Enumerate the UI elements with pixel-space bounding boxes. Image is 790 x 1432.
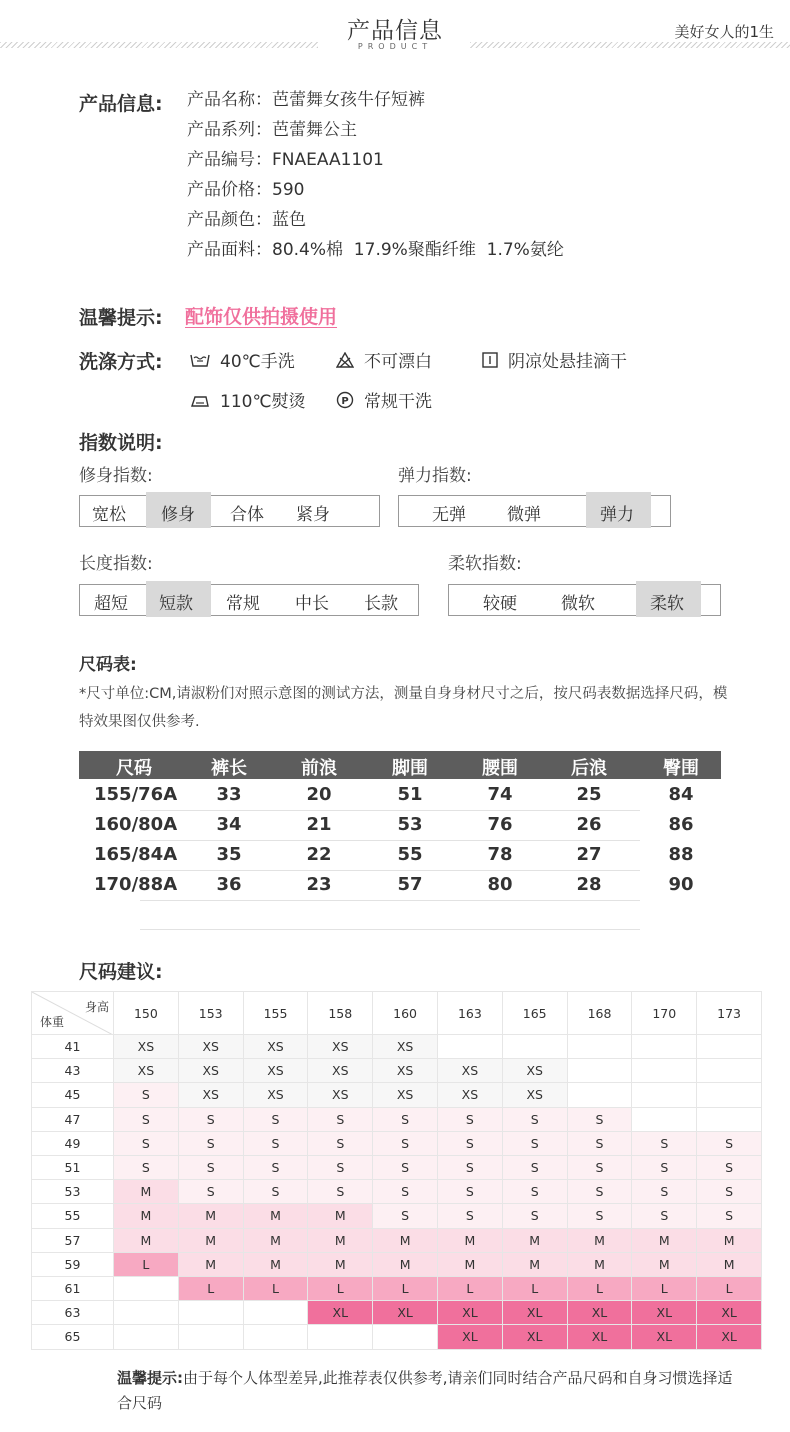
scale-option: 柔软 <box>650 594 684 614</box>
grid-size-cell: S <box>697 1180 762 1204</box>
grid-empty-cell <box>503 1035 568 1059</box>
grid-size-cell: L <box>373 1277 438 1301</box>
grid-size-cell: M <box>697 1229 762 1253</box>
grid-size-cell: L <box>114 1253 179 1277</box>
scale-option: 超短 <box>94 594 128 614</box>
grid-size-cell: XS <box>244 1083 309 1107</box>
size-table-cell: 28 <box>576 874 602 895</box>
grid-size-cell: XL <box>503 1301 568 1325</box>
softness-index-scale <box>448 584 721 616</box>
scale-option: 合体 <box>230 505 264 525</box>
size-table-header: 腰围 <box>482 758 518 779</box>
grid-size-cell: S <box>438 1132 503 1156</box>
grid-weight-header: 53 <box>31 1180 114 1204</box>
page-subtitle: PRODUCT <box>357 42 433 51</box>
grid-size-cell: XL <box>632 1301 697 1325</box>
grid-size-cell: XL <box>438 1301 503 1325</box>
page-title: 产品信息 <box>347 18 443 44</box>
grid-size-cell: XS <box>438 1059 503 1083</box>
grid-size-cell: S <box>373 1132 438 1156</box>
product-series: 产品系列：芭蕾舞公主 <box>187 120 357 140</box>
grid-empty-cell <box>568 1059 633 1083</box>
size-table-cell: 23 <box>306 874 332 895</box>
grid-weight-header: 63 <box>31 1301 114 1325</box>
grid-size-cell: S <box>632 1204 697 1228</box>
size-table-cell: 33 <box>216 784 242 805</box>
grid-empty-cell <box>114 1277 179 1301</box>
grid-size-cell: M <box>114 1204 179 1228</box>
grid-size-cell: S <box>568 1204 633 1228</box>
grid-size-cell: S <box>179 1132 244 1156</box>
scale-option: 常规 <box>226 594 260 614</box>
size-chart-heading: 尺码表: <box>79 655 137 675</box>
grid-size-cell: L <box>632 1277 697 1301</box>
grid-size-cell: S <box>114 1156 179 1180</box>
grid-size-cell: L <box>308 1277 373 1301</box>
grid-size-cell: XL <box>697 1325 762 1349</box>
grid-weight-header: 59 <box>31 1253 114 1277</box>
grid-empty-cell <box>373 1325 438 1349</box>
washing-heading: 洗涤方式: <box>79 351 163 373</box>
grid-empty-cell <box>308 1325 373 1349</box>
scale-option: 微软 <box>561 594 595 614</box>
grid-size-cell: M <box>632 1253 697 1277</box>
grid-size-cell: S <box>632 1180 697 1204</box>
grid-weight-header: 57 <box>31 1229 114 1253</box>
elastic-index-scale <box>398 495 671 527</box>
grid-size-cell: S <box>632 1156 697 1180</box>
product-info-list <box>187 88 564 268</box>
grid-size-cell: S <box>114 1083 179 1107</box>
grid-size-cell: M <box>179 1253 244 1277</box>
svg-text:P: P <box>341 395 349 407</box>
grid-size-cell: S <box>438 1204 503 1228</box>
fit-index-scale <box>79 495 380 527</box>
elastic-index-label: 弹力指数: <box>398 466 472 486</box>
grid-size-cell: S <box>179 1156 244 1180</box>
grid-size-cell: XS <box>244 1059 309 1083</box>
grid-size-cell: L <box>244 1277 309 1301</box>
grid-size-cell: XS <box>503 1059 568 1083</box>
scale-option: 无弹 <box>432 505 466 525</box>
grid-size-cell: S <box>503 1156 568 1180</box>
size-table-cell: 165/84A <box>94 844 178 865</box>
grid-size-cell: M <box>438 1253 503 1277</box>
scale-option: 紧身 <box>296 505 330 525</box>
grid-height-header: 168 <box>568 991 633 1035</box>
grid-size-cell: S <box>568 1156 633 1180</box>
grid-size-cell: XL <box>373 1301 438 1325</box>
grid-empty-cell <box>632 1083 697 1107</box>
scale-option: 短款 <box>159 594 193 614</box>
wash-item-dry-clean: P 常规干洗 <box>336 387 432 412</box>
grid-size-cell: XS <box>114 1035 179 1059</box>
grid-size-cell: M <box>568 1253 633 1277</box>
grid-size-cell: M <box>568 1229 633 1253</box>
grid-empty-cell <box>632 1108 697 1132</box>
footer-tip <box>117 1366 737 1416</box>
recommendation-heading: 尺码建议: <box>79 961 163 983</box>
size-table-bottom-divider <box>140 929 640 930</box>
grid-size-cell: S <box>179 1108 244 1132</box>
grid-size-cell: L <box>438 1277 503 1301</box>
grid-size-cell: M <box>308 1229 373 1253</box>
wash-item-shade-dry: 阴凉处悬挂滴干 <box>482 347 627 372</box>
size-table-row-divider <box>140 870 640 871</box>
size-table-header: 臀围 <box>663 758 699 779</box>
grid-size-cell: XS <box>179 1059 244 1083</box>
dry-clean-icon <box>336 391 354 409</box>
wash-item-no-bleach: 不可漂白 <box>336 347 432 372</box>
scale-option: 长款 <box>364 594 398 614</box>
grid-size-cell: XL <box>308 1301 373 1325</box>
grid-size-cell: M <box>244 1204 309 1228</box>
grid-weight-header: 43 <box>31 1059 114 1083</box>
tip-text: 配饰仅供拍摄使用 <box>185 306 338 328</box>
grid-size-cell: M <box>179 1204 244 1228</box>
hand-wash-icon <box>190 352 210 368</box>
no-bleach-icon <box>336 352 354 368</box>
grid-size-cell: S <box>373 1108 438 1132</box>
grid-size-cell: S <box>244 1108 309 1132</box>
iron-icon <box>190 392 210 408</box>
size-table-cell: 74 <box>487 784 513 805</box>
length-index-scale <box>79 584 419 616</box>
grid-empty-cell <box>114 1301 179 1325</box>
grid-size-cell: XS <box>114 1059 179 1083</box>
size-table-cell: 55 <box>397 844 423 865</box>
grid-size-cell: M <box>438 1229 503 1253</box>
product-price: 产品价格：590 <box>187 180 305 200</box>
grid-height-label: 身高 <box>84 1000 109 1014</box>
grid-empty-cell <box>179 1325 244 1349</box>
grid-size-cell: M <box>114 1229 179 1253</box>
product-code: 产品编号：FNAEAA1101 <box>187 150 384 170</box>
grid-size-cell: M <box>503 1229 568 1253</box>
size-table-cell: 76 <box>487 814 513 835</box>
grid-size-cell: S <box>373 1180 438 1204</box>
wash-item-hand-wash: 40℃手洗 <box>190 347 295 372</box>
grid-size-cell: XL <box>632 1325 697 1349</box>
size-table-cell: 90 <box>668 874 694 895</box>
size-table-cell: 53 <box>397 814 423 835</box>
size-table-row-divider <box>140 840 640 841</box>
grid-empty-cell <box>244 1325 309 1349</box>
product-info-heading: 产品信息: <box>79 93 163 115</box>
grid-size-cell: S <box>568 1108 633 1132</box>
grid-size-cell: S <box>114 1108 179 1132</box>
size-table-cell: 25 <box>576 784 602 805</box>
grid-empty-cell <box>697 1083 762 1107</box>
grid-size-cell: S <box>244 1156 309 1180</box>
grid-height-header: 170 <box>632 991 697 1035</box>
grid-size-cell: M <box>632 1229 697 1253</box>
grid-size-cell: S <box>632 1132 697 1156</box>
grid-size-cell: XL <box>438 1325 503 1349</box>
grid-size-cell: L <box>179 1277 244 1301</box>
indices-heading: 指数说明: <box>79 432 163 454</box>
grid-size-cell: XL <box>697 1301 762 1325</box>
grid-height-header: 173 <box>697 991 762 1035</box>
size-table-cell: 36 <box>216 874 242 895</box>
grid-size-cell: S <box>244 1180 309 1204</box>
grid-size-cell: S <box>697 1132 762 1156</box>
grid-size-cell: S <box>568 1180 633 1204</box>
grid-size-cell: S <box>503 1132 568 1156</box>
grid-weight-header: 41 <box>31 1035 114 1059</box>
grid-weight-header: 45 <box>31 1083 114 1107</box>
size-table-cell: 51 <box>397 784 423 805</box>
grid-weight-header: 47 <box>31 1108 114 1132</box>
grid-size-cell: S <box>373 1156 438 1180</box>
grid-weight-header: 51 <box>31 1156 114 1180</box>
grid-size-cell: S <box>503 1204 568 1228</box>
grid-size-cell: L <box>568 1277 633 1301</box>
size-table-header: 前浪 <box>301 758 337 779</box>
grid-size-cell: XS <box>244 1035 309 1059</box>
grid-size-cell: XS <box>503 1083 568 1107</box>
grid-size-cell: XL <box>503 1325 568 1349</box>
softness-index-label: 柔软指数: <box>448 554 522 574</box>
size-table-header: 尺码 <box>116 758 152 779</box>
grid-size-cell: S <box>438 1156 503 1180</box>
product-fabric: 产品面料：80.4%棉 17.9%聚酯纤维 1.7%氨纶 <box>187 240 564 260</box>
size-table-cell: 20 <box>306 784 332 805</box>
size-table-header: 脚围 <box>392 758 428 779</box>
grid-empty-cell <box>114 1325 179 1349</box>
scale-option: 弹力 <box>600 505 634 525</box>
grid-size-cell: S <box>308 1156 373 1180</box>
grid-size-cell: S <box>568 1132 633 1156</box>
grid-size-cell: S <box>179 1180 244 1204</box>
scale-option: 较硬 <box>483 594 517 614</box>
grid-size-cell: XS <box>308 1083 373 1107</box>
grid-weight-header: 55 <box>31 1204 114 1228</box>
grid-size-cell: XS <box>179 1035 244 1059</box>
size-table-row-divider <box>140 900 640 901</box>
size-table-header: 裤长 <box>211 758 247 779</box>
fit-index-label: 修身指数: <box>79 466 153 486</box>
grid-size-cell: M <box>114 1180 179 1204</box>
scale-option: 宽松 <box>92 505 126 525</box>
size-table-cell: 26 <box>576 814 602 835</box>
size-table-cell: 170/88A <box>94 874 178 895</box>
grid-size-cell: M <box>503 1253 568 1277</box>
wash-item-iron: 110℃熨烫 <box>190 387 306 412</box>
grid-size-cell: M <box>308 1204 373 1228</box>
brand-slogan: 美好女人的1生 <box>674 23 774 41</box>
grid-empty-cell <box>697 1035 762 1059</box>
grid-size-cell: M <box>308 1253 373 1277</box>
size-table-cell: 88 <box>668 844 694 865</box>
grid-size-cell: L <box>697 1277 762 1301</box>
grid-empty-cell <box>438 1035 503 1059</box>
shade-dry-icon <box>482 352 498 368</box>
grid-size-cell: S <box>114 1132 179 1156</box>
grid-empty-cell <box>632 1059 697 1083</box>
size-table-cell: 160/80A <box>94 814 178 835</box>
grid-weight-header: 49 <box>31 1132 114 1156</box>
size-chart-note: *尺寸单位:CM,请淑粉们对照示意图的测试方法，测量自身身材尺寸之后，按尺码表数据选择尺码，模特效果图仅供参考. <box>79 686 728 730</box>
grid-size-cell: S <box>308 1108 373 1132</box>
grid-size-cell: S <box>438 1108 503 1132</box>
size-table-cell: 27 <box>576 844 602 865</box>
size-table-cell: 86 <box>668 814 694 835</box>
grid-empty-cell <box>632 1035 697 1059</box>
tip-heading: 温馨提示: <box>79 307 163 329</box>
grid-size-cell: XS <box>308 1035 373 1059</box>
grid-size-cell: M <box>373 1253 438 1277</box>
grid-size-cell: XS <box>308 1059 373 1083</box>
grid-size-cell: XS <box>373 1083 438 1107</box>
grid-empty-cell <box>697 1059 762 1083</box>
grid-empty-cell <box>697 1108 762 1132</box>
grid-height-header: 158 <box>308 991 373 1035</box>
length-index-label: 长度指数: <box>79 554 153 574</box>
grid-height-header: 150 <box>114 991 179 1035</box>
size-table-cell: 78 <box>487 844 513 865</box>
grid-height-header: 163 <box>438 991 503 1035</box>
size-table-cell: 84 <box>668 784 694 805</box>
grid-empty-cell <box>568 1035 633 1059</box>
grid-corner <box>31 991 114 1035</box>
grid-height-header: 155 <box>244 991 309 1035</box>
scale-option: 微弹 <box>507 505 541 525</box>
size-table-cell: 21 <box>306 814 332 835</box>
size-table-cell: 80 <box>487 874 513 895</box>
grid-weight-label: 体重 <box>40 1015 65 1029</box>
product-name: 产品名称：芭蕾舞女孩牛仔短裤 <box>187 90 425 110</box>
grid-size-cell: XS <box>373 1035 438 1059</box>
grid-size-cell: M <box>179 1229 244 1253</box>
grid-size-cell: XS <box>438 1083 503 1107</box>
grid-size-cell: XL <box>568 1301 633 1325</box>
size-table-cell: 22 <box>306 844 332 865</box>
grid-size-cell: S <box>308 1132 373 1156</box>
grid-size-cell: S <box>697 1204 762 1228</box>
grid-empty-cell <box>244 1301 309 1325</box>
grid-weight-header: 61 <box>31 1277 114 1301</box>
size-table-header: 后浪 <box>571 758 607 779</box>
size-table-cell: 35 <box>216 844 242 865</box>
grid-empty-cell <box>568 1083 633 1107</box>
grid-size-cell: S <box>308 1180 373 1204</box>
grid-size-cell: XS <box>373 1059 438 1083</box>
grid-height-header: 153 <box>179 991 244 1035</box>
grid-size-cell: S <box>373 1204 438 1228</box>
scale-option: 中长 <box>295 594 329 614</box>
grid-size-cell: M <box>697 1253 762 1277</box>
size-table-row-divider <box>140 810 640 811</box>
footer-tip-label: 温馨提示: <box>117 1369 183 1387</box>
grid-size-cell: S <box>697 1156 762 1180</box>
grid-size-cell: M <box>244 1253 309 1277</box>
grid-size-cell: M <box>244 1229 309 1253</box>
footer-tip-text: 由于每个人体型差异,此推荐表仅供参考,请亲们同时结合产品尺码和自身习惯选择适合尺码 <box>117 1369 733 1412</box>
grid-size-cell: XS <box>179 1083 244 1107</box>
scale-option: 修身 <box>161 505 195 525</box>
grid-empty-cell <box>179 1301 244 1325</box>
size-table-cell: 34 <box>216 814 242 835</box>
grid-size-cell: S <box>244 1132 309 1156</box>
grid-height-header: 165 <box>503 991 568 1035</box>
grid-size-cell: S <box>503 1108 568 1132</box>
size-table-cell: 57 <box>397 874 423 895</box>
grid-size-cell: XL <box>568 1325 633 1349</box>
grid-height-header: 160 <box>373 991 438 1035</box>
grid-weight-header: 65 <box>31 1325 114 1349</box>
grid-size-cell: L <box>503 1277 568 1301</box>
grid-size-cell: M <box>373 1229 438 1253</box>
grid-size-cell: S <box>503 1180 568 1204</box>
product-color: 产品颜色：蓝色 <box>187 210 306 230</box>
grid-size-cell: S <box>438 1180 503 1204</box>
size-table-cell: 155/76A <box>94 784 178 805</box>
